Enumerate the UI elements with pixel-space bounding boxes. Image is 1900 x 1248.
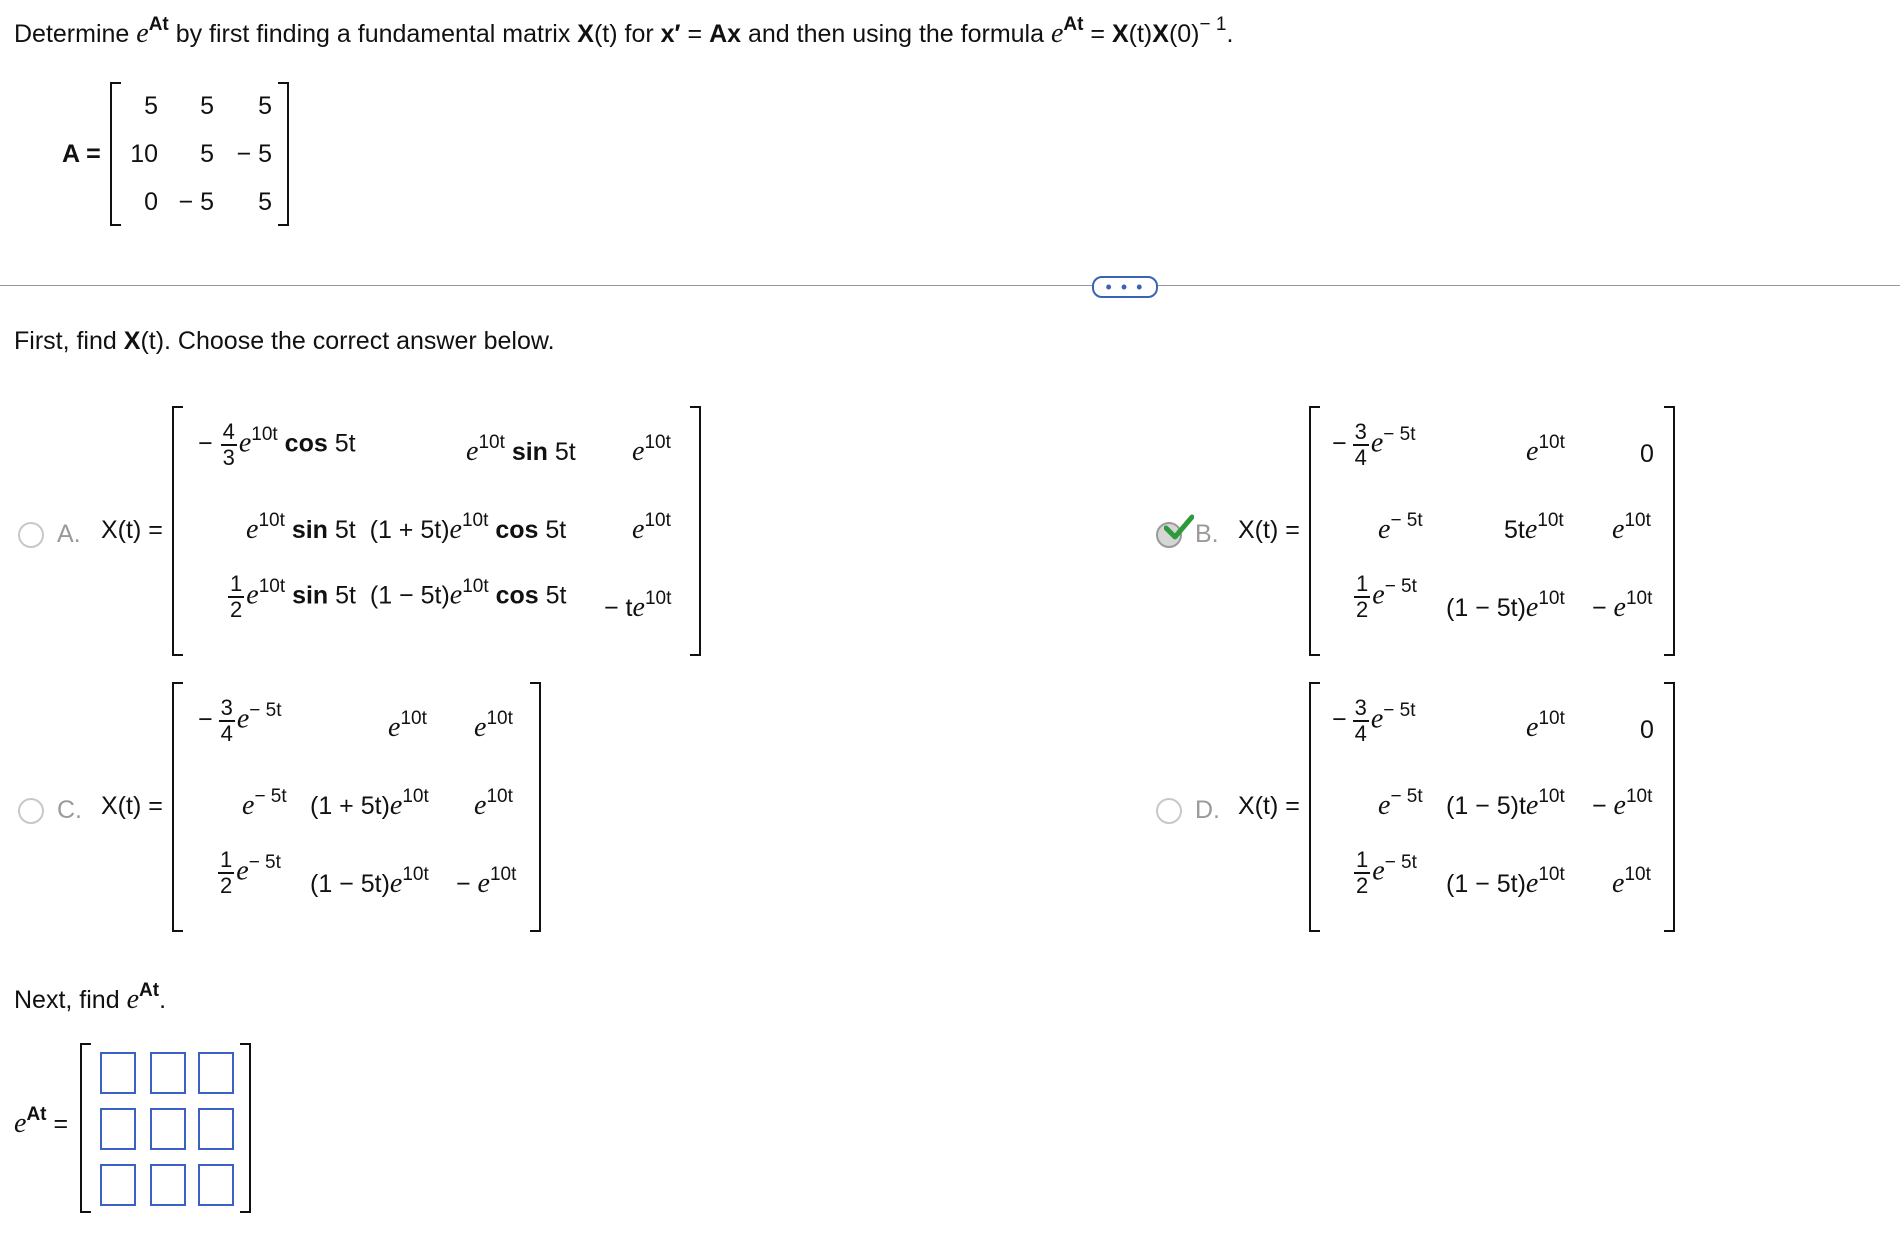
matrix-bracket bbox=[1664, 682, 1675, 932]
option-a-label: X(t) = bbox=[101, 516, 163, 544]
matrix-bracket bbox=[690, 406, 701, 656]
answer-input-r3c2[interactable] bbox=[150, 1164, 186, 1206]
matrix-a-cell: 5 bbox=[144, 92, 158, 120]
matrix-bracket bbox=[1309, 406, 1320, 656]
matrix-a-cell: 5 bbox=[200, 140, 214, 168]
matrix-bracket bbox=[1664, 406, 1675, 656]
matrix-bracket bbox=[1309, 682, 1320, 932]
section-divider bbox=[0, 285, 1900, 286]
option-d-radio[interactable] bbox=[1156, 798, 1182, 824]
option-a-radio[interactable] bbox=[18, 522, 44, 548]
matrix-bracket bbox=[530, 682, 541, 932]
option-d-label: X(t) = bbox=[1238, 792, 1300, 820]
answer-input-r3c3[interactable] bbox=[198, 1164, 234, 1206]
answer-input-r2c3[interactable] bbox=[198, 1108, 234, 1150]
option-d-letter: D. bbox=[1195, 796, 1220, 824]
matrix-a-cell: 5 bbox=[200, 92, 214, 120]
answer-input-r1c2[interactable] bbox=[150, 1052, 186, 1094]
answer-input-r2c1[interactable] bbox=[100, 1108, 136, 1150]
matrix-a-cell: 5 bbox=[258, 188, 272, 216]
option-b-label: X(t) = bbox=[1238, 516, 1300, 544]
matrix-a-cell: − 5 bbox=[178, 188, 214, 216]
next-find-prompt: Next, find $e^{At}$. bbox=[14, 980, 167, 1015]
matrix-bracket bbox=[172, 406, 183, 656]
matrix-a-cell: − 5 bbox=[236, 140, 272, 168]
checkmark-icon bbox=[1164, 514, 1194, 540]
matrix-a-cell: 10 bbox=[130, 140, 158, 168]
answer-label: $e^{At}$ = bbox=[14, 1104, 69, 1139]
matrix-bracket bbox=[172, 682, 183, 932]
answer-input-r1c3[interactable] bbox=[198, 1052, 234, 1094]
answer-input-r2c2[interactable] bbox=[150, 1108, 186, 1150]
answer-input-r3c1[interactable] bbox=[100, 1164, 136, 1206]
option-c-radio[interactable] bbox=[18, 798, 44, 824]
matrix-a-label: A = bbox=[62, 140, 101, 168]
matrix-bracket bbox=[240, 1043, 251, 1213]
matrix-a-cell: 0 bbox=[144, 188, 158, 216]
option-c-label: X(t) = bbox=[101, 792, 163, 820]
matrix-a-cell: 5 bbox=[258, 92, 272, 120]
question-text: Determine $e^{At}$ by first finding a fundamental matrix X(t) for x′ = Ax and then using the formula $e^{At} = X(t)X(0)^{- 1}$. bbox=[14, 14, 1234, 49]
option-b-letter: B. bbox=[1195, 520, 1219, 548]
option-a-letter: A. bbox=[57, 520, 81, 548]
answer-input-r1c1[interactable] bbox=[100, 1052, 136, 1094]
expand-more-button[interactable]: • • • bbox=[1092, 276, 1158, 298]
matrix-a-right-bracket bbox=[278, 82, 289, 226]
matrix-bracket bbox=[80, 1043, 91, 1213]
option-c-letter: C. bbox=[57, 796, 82, 824]
first-find-prompt: First, find X(t). Choose the correct answer below. bbox=[14, 327, 555, 355]
